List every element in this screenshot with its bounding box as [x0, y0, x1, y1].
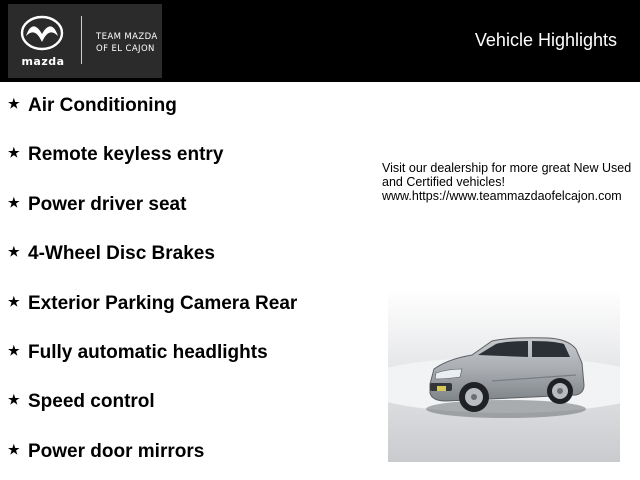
promo-line-2: and Certified vehicles! — [382, 175, 505, 189]
dealer-name — [96, 31, 158, 55]
feature-item — [8, 192, 297, 241]
feature-label: Remote keyless entry — [28, 144, 224, 166]
feature-label: Fully automatic headlights — [28, 341, 268, 363]
dealership-promo — [382, 161, 632, 203]
star-icon: ★ — [8, 244, 20, 260]
feature-item — [8, 142, 297, 191]
star-icon: ★ — [8, 96, 20, 111]
page-title: Vehicle Highlights — [474, 30, 617, 50]
feature-label: 4-Wheel Disc Brakes — [28, 243, 215, 265]
mazda-emblem-icon — [20, 14, 64, 52]
star-icon: ★ — [8, 194, 20, 210]
dealership-website-link[interactable]: www.https://www.teammazdaofelcajon.com — [382, 189, 622, 203]
vehicle-photo — [388, 289, 620, 462]
star-icon: ★ — [8, 145, 20, 161]
feature-list — [8, 93, 297, 480]
star-icon: ★ — [8, 392, 20, 408]
feature-item — [8, 439, 297, 480]
dealer-name-line1: TEAM MAZDA — [96, 32, 158, 42]
feature-label: Speed control — [28, 391, 155, 413]
star-icon: ★ — [8, 342, 20, 358]
feature-item — [8, 291, 297, 340]
feature-item — [8, 93, 297, 142]
promo-line-1: Visit our dealership for more great New Used — [382, 161, 632, 175]
mazda-wordmark: mazda — [21, 55, 65, 68]
feature-label: Air Conditioning — [28, 95, 177, 116]
header-bar — [0, 0, 640, 82]
feature-label: Exterior Parking Camera Rear — [28, 292, 298, 314]
dealer-name-line2: OF EL CAJON — [96, 44, 155, 54]
feature-item — [8, 389, 297, 438]
logo-divider — [81, 16, 82, 64]
star-icon: ★ — [8, 441, 20, 457]
feature-label: Power door mirrors — [28, 440, 205, 462]
star-icon: ★ — [8, 293, 20, 309]
feature-item — [8, 340, 297, 389]
feature-item — [8, 241, 297, 290]
dealer-logo — [8, 4, 162, 78]
feature-label: Power driver seat — [28, 193, 187, 215]
